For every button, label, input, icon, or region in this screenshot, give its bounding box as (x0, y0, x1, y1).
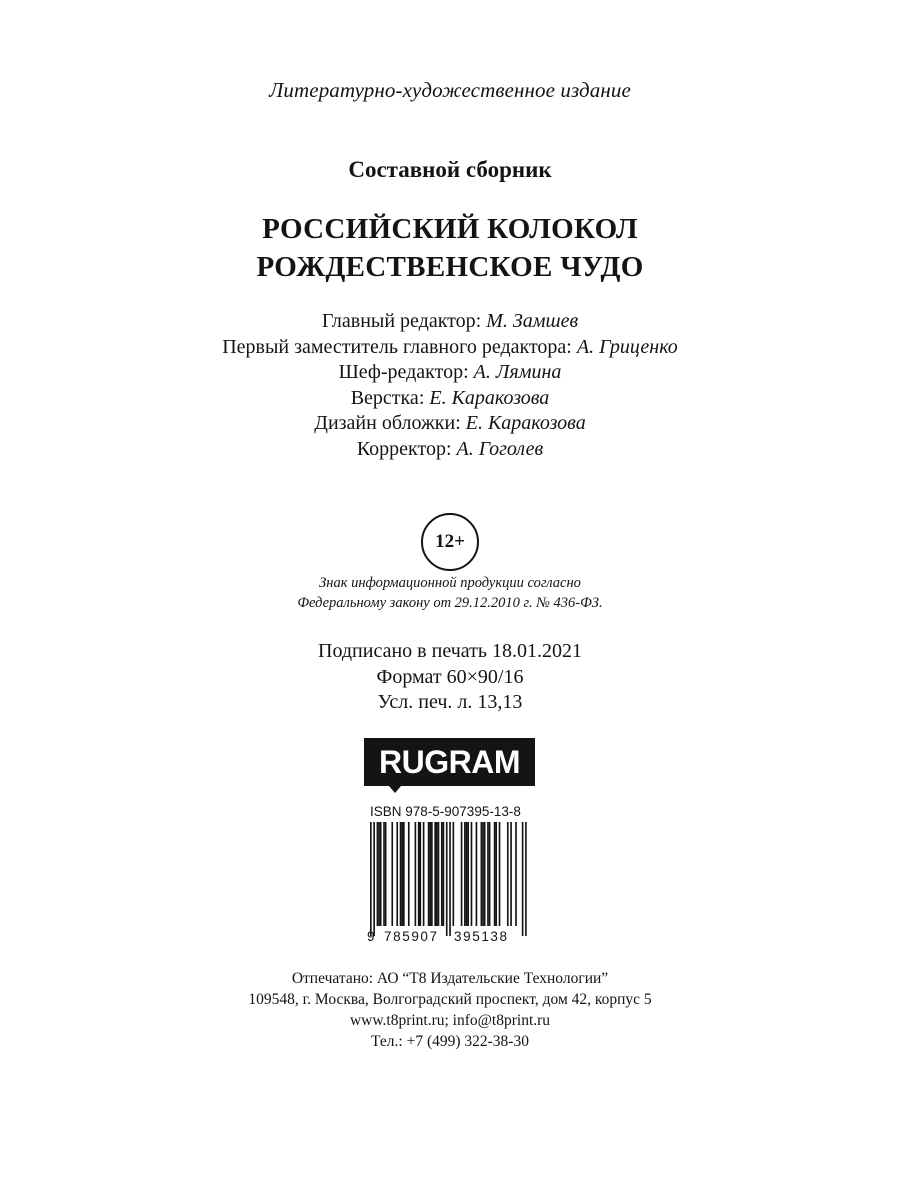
barcode-bar (453, 822, 455, 926)
printer-line: Тел.: +7 (499) 322-38-30 (371, 1033, 529, 1050)
barcode-bar (487, 822, 489, 926)
barcode-bar (482, 822, 484, 926)
credit-name: А. Гоголев (456, 437, 544, 460)
barcode-bar (428, 822, 430, 926)
credit-row (0, 335, 900, 361)
age-rating-note (0, 573, 900, 613)
title-line: РОЖДЕСТВЕНСКОЕ ЧУДО (256, 251, 644, 283)
barcode-bar (438, 822, 440, 926)
age-note-line: Федеральному закону от 29.12.2010 г. № 436-ФЗ. (297, 595, 603, 611)
publisher-logo: RUGRAM (364, 738, 535, 786)
print-info-line: Усл. печ. л. 13,13 (377, 691, 523, 713)
barcode-bar (436, 822, 438, 926)
print-info (0, 639, 900, 716)
barcode-bar (383, 822, 385, 926)
barcode-bar (441, 822, 443, 926)
barcode-bar (401, 822, 403, 926)
isbn-text: ISBN 978-5-907395-13-8 (370, 804, 521, 819)
age-rating-badge: 12+ (421, 513, 479, 571)
barcode-bar (476, 822, 478, 926)
barcode-bar (423, 822, 425, 926)
credit-role: Дизайн обложки: (314, 412, 461, 435)
printer-line: 109548, г. Москва, Волгоградский проспект, дом 42, корпус 5 (248, 991, 652, 1008)
credit-role: Первый заместитель главного редактора: (222, 335, 572, 358)
printer-line: Отпечатано: АО “Т8 Издательские Технологии” (291, 970, 609, 987)
barcode-bar (400, 822, 402, 926)
barcode-bar (429, 822, 431, 926)
barcode-bar (391, 822, 393, 926)
barcode-bar (403, 822, 405, 926)
barcode-bar (378, 822, 380, 926)
age-rating-wrap (0, 513, 900, 569)
barcode-bar (481, 822, 483, 926)
title-line: РОССИЙСКИЙ КОЛОКОЛ (262, 213, 638, 245)
collection-kind: Составной сборник (348, 157, 552, 182)
barcode-digits-left: 785907 (384, 929, 439, 944)
barcode-bar (377, 822, 379, 926)
barcode-bar (495, 822, 497, 926)
credit-row (0, 309, 900, 335)
credit-role: Главный редактор: (321, 310, 482, 332)
barcode-bar (522, 822, 524, 936)
logo-notch (389, 786, 401, 793)
credit-role: Верстка: (350, 386, 425, 409)
credit-row (0, 360, 900, 386)
credit-role: Корректор: (356, 437, 452, 460)
barcode-bar (510, 822, 512, 926)
barcode-bar (461, 822, 463, 926)
credit-row (0, 437, 900, 463)
credit-row (0, 411, 900, 437)
barcode-bar (434, 822, 436, 926)
barcode-digits (365, 929, 535, 947)
barcode-bar (499, 822, 501, 926)
credit-name: А. Лямина (473, 361, 562, 384)
barcode-bar (525, 822, 527, 936)
isbn-barcode (365, 802, 535, 948)
credit-name: Е. Каракозова (429, 386, 550, 409)
barcode-bar (446, 822, 448, 936)
barcode-bar (466, 822, 468, 926)
barcode-bar (494, 822, 496, 926)
barcode-bar (431, 822, 433, 926)
barcode-bar (464, 822, 466, 926)
barcode-bar (373, 822, 375, 936)
book-title (0, 210, 900, 286)
credit-name: Е. Каракозова (465, 412, 586, 435)
barcode-bar (370, 822, 372, 936)
age-note-line: Знак информационной продукции согласно (319, 575, 581, 591)
barcode-bar (415, 822, 417, 926)
printer-info (0, 968, 900, 1052)
barcode-digit-first: 9 (367, 929, 375, 944)
barcode-bars (365, 822, 535, 938)
barcode-bar (420, 822, 422, 926)
barcode-bar (380, 822, 382, 926)
genre-line: Литературно-художественное издание (269, 78, 631, 102)
credit-name: М. Замшев (486, 310, 579, 332)
barcode-bar (449, 822, 451, 936)
credit-role: Шеф-редактор: (338, 361, 469, 384)
barcode-bar (489, 822, 491, 926)
barcode-bar (443, 822, 445, 926)
print-info-line: Формат 60×90/16 (376, 665, 524, 688)
barcode-bar (515, 822, 517, 926)
barcode-bar (467, 822, 469, 926)
barcode-bar (385, 822, 387, 926)
printer-line: www.t8print.ru; info@t8print.ru (349, 1012, 551, 1029)
barcode-bar (484, 822, 486, 926)
credits-list (0, 309, 900, 463)
barcode-bar (408, 822, 410, 926)
credit-name: А. Гриценко (576, 335, 678, 358)
barcode-bar (418, 822, 420, 926)
barcode-bar (507, 822, 509, 926)
barcode-bar (471, 822, 473, 926)
credit-row (0, 386, 900, 412)
barcode-digits-right: 395138 (454, 929, 509, 944)
print-info-line: Подписано в печать 18.01.2021 (318, 640, 582, 662)
barcode-bar (396, 822, 398, 926)
